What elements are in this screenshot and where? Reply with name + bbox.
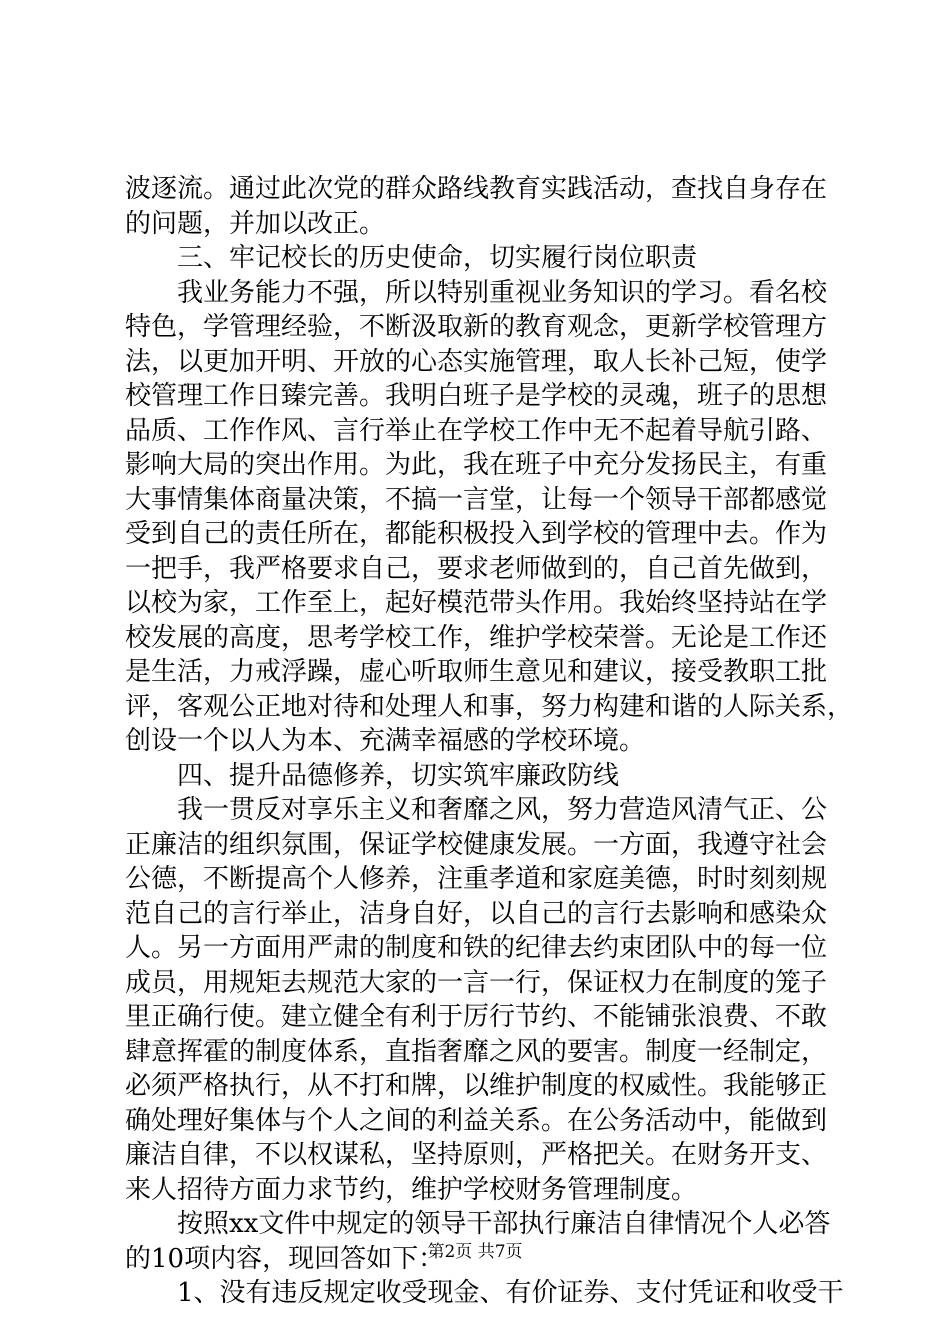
text-line: 我业务能力不强，所以特别重视业务知识的学习。看名校 [125,277,828,308]
text-line: 影响大局的突出作用。为此，我在班子中充分发扬民主，有重 [125,450,828,480]
text-line: 特色，学管理经验，不断汲取新的教育观念，更新学校管理方 [125,312,828,342]
text-line: 确处理好集体与个人之间的利益关系。在公务活动中，能做到 [125,1105,828,1136]
text-line: 创设一个以人为本、充满幸福感的学校环境。 [125,726,646,756]
section-heading: 四、提升品德修养，切实筑牢廉政防线 [125,760,620,791]
text-line: 正廉洁的组织氛围，保证学校健康发展。一方面，我遵守社会 [125,829,828,860]
text-line: 波逐流。通过此次党的群众路线教育实践活动，查找自身存在 [125,174,828,204]
text-line: 我一贯反对享乐主义和奢靡之风，努力营造风清气正、公 [125,795,828,825]
document-body [125,172,854,1311]
text-line: 的10项内容，现回答如下： [125,1243,445,1274]
text-line: 廉洁自律，不以权谋私，坚持原则，严格把关。在财务开支、 [125,1140,828,1170]
list-item: 1、没有违反规定收受现金、有价证券、支付凭证和收受干 [125,1278,844,1308]
text-line: 一把手，我严格要求自己，要求老师做到的，自己首先做到， [125,553,828,584]
text-line: 法，以更加开明、开放的心态实施管理，取人长补己短，使学 [125,346,828,377]
page-number-footer: 第2页 共7页 [427,1242,523,1262]
text-line: 品质、工作作风、言行举止在学校工作中无不起着导航引路、 [125,415,828,446]
text-line: 受到自己的责任所在，都能积极投入到学校的管理中去。作为 [125,519,828,549]
text-line: 范自己的言行举止，洁身自好，以自己的言行去影响和感染众 [125,898,828,929]
text-line: 公德，不断提高个人修养，注重孝道和家庭美德，时时刻刻规 [125,864,828,894]
section-heading: 三、牢记校长的历史使命，切实履行岗位职责 [125,243,698,273]
text-line: 评，客观公正地对待和处理人和事，努力构建和谐的人际关系， [125,691,854,722]
text-line: 必须严格执行，从不打和牌，以维护制度的权威性。我能够正 [125,1071,828,1101]
text-line: 人。另一方面用严肃的制度和铁的纪律去约束团队中的每一位 [125,933,828,963]
text-line: 里正确行使。建立健全有利于厉行节约、不能铺张浪费、不敢 [125,1002,828,1032]
text-line: 校管理工作日臻完善。我明白班子是学校的灵魂，班子的思想 [125,381,828,411]
text-line: 是生活，力戒浮躁，虚心听取师生意见和建议，接受教职工批 [125,657,828,687]
text-line: 的问题，并加以改正。 [125,208,386,239]
text-line: 成员，用规矩去规范大家的一言一行，保证权力在制度的笼子 [125,967,828,998]
text-line: 来人招待方面力求节约，维护学校财务管理制度。 [125,1174,698,1205]
text-line: 以校为家，工作至上，起好模范带头作用。我始终坚持站在学 [125,588,828,618]
text-line: 大事情集体商量决策，不搞一言堂，让每一个领导干部都感觉 [125,484,828,515]
text-line: 肆意挥霍的制度体系，直指奢靡之风的要害。制度一经制定， [125,1036,828,1067]
text-line: 校发展的高度，思考学校工作，维护学校荣誉。无论是工作还 [125,622,828,653]
text-line: 按照xx文件中规定的领导干部执行廉洁自律情况个人必答 [125,1209,831,1239]
